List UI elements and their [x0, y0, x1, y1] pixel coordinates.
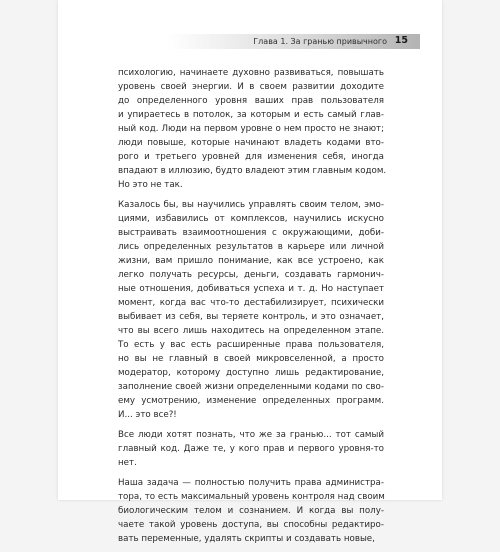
text-line: лись определенных результатов в карьере или личной [118, 242, 384, 252]
chapter-title: Глава 1. За гранью привычного [253, 37, 387, 46]
text-line: модератор, которому доступно лишь редактирование, [118, 368, 384, 378]
text-line: рого и третьего уровней для изменения себя, иногда [118, 152, 384, 162]
paragraph [118, 428, 384, 470]
text-line: легко получать ресурсы, деньги, создавать гармонич- [118, 270, 384, 280]
text-line: выстраивать взаимоотношения с окружающими, доби- [118, 228, 384, 238]
text-line: чаете такой уровень доступа, вы способны редактиро- [118, 520, 384, 530]
text-line: биологическим телом и сознанием. И когда вы полу- [118, 506, 384, 516]
text-line: И... это все?! [118, 410, 177, 420]
text-line: Наша задача — полностью получить права администра- [118, 478, 384, 488]
text-line: впадают в иллюзию, будто владеют этим главным кодом. [118, 166, 387, 176]
paragraph [118, 476, 384, 546]
text-line: Но это не так. [118, 180, 183, 190]
text-line: То есть у вас есть расширенные права пользователя, [118, 340, 384, 350]
text-line: и упираетесь в потолок, за которым и есть самый глав- [118, 110, 384, 120]
book-page [58, 0, 442, 544]
paragraph [118, 66, 387, 192]
text-line: ему усмотрению, изменение определенных программ. [118, 396, 384, 406]
text-line: нет. [118, 458, 137, 468]
text-line: вать переменные, удалять скрипты и создавать новые, [118, 534, 375, 544]
text-line: заполнение своей жизни определенными кодами по сво- [118, 382, 384, 392]
text-line: Все люди хотят познать, что же за гранью... тот самый [118, 430, 384, 440]
text-line: уровень своей энергии. И в своем развитии доходите [118, 82, 384, 92]
text-line: ный код. Люди на первом уровне о нем просто не знают; [118, 124, 384, 134]
text-line: люди повыше, которые начинают владеть кодами вто- [118, 138, 384, 148]
text-line: момент, когда вас что-то дестабилизирует, психически [118, 298, 384, 308]
text-line: ные отношения, добиваться успеха и т. д. Но наступает [118, 284, 384, 294]
page-number: 15 [394, 35, 408, 46]
text-line: выбивает из себя, вы теряете контроль, и это означает, [118, 312, 384, 322]
body-text [118, 66, 387, 552]
text-line: главный код. Даже те, у кого прав и первого уровня-то [118, 444, 384, 454]
text-line: психологию, начинаете духовно развиваться, повышать [118, 68, 384, 78]
text-line: жизни, вам пришло понимание, как все устроено, как [118, 256, 384, 266]
text-line: до определенного уровня ваших прав пользователя [118, 96, 384, 106]
text-line: тора, то есть максимальный уровень контроля над своим [118, 492, 385, 502]
paragraph [118, 198, 384, 422]
text-line: но вы не главный в своей микровселенной, а просто [118, 354, 384, 364]
text-line: что вы всего лишь находитесь на определенном этапе. [118, 326, 384, 336]
text-line: циями, избавились от комплексов, научились искусно [118, 214, 384, 224]
text-line: Казалось бы, вы научились управлять своим телом, эмо- [118, 200, 384, 210]
